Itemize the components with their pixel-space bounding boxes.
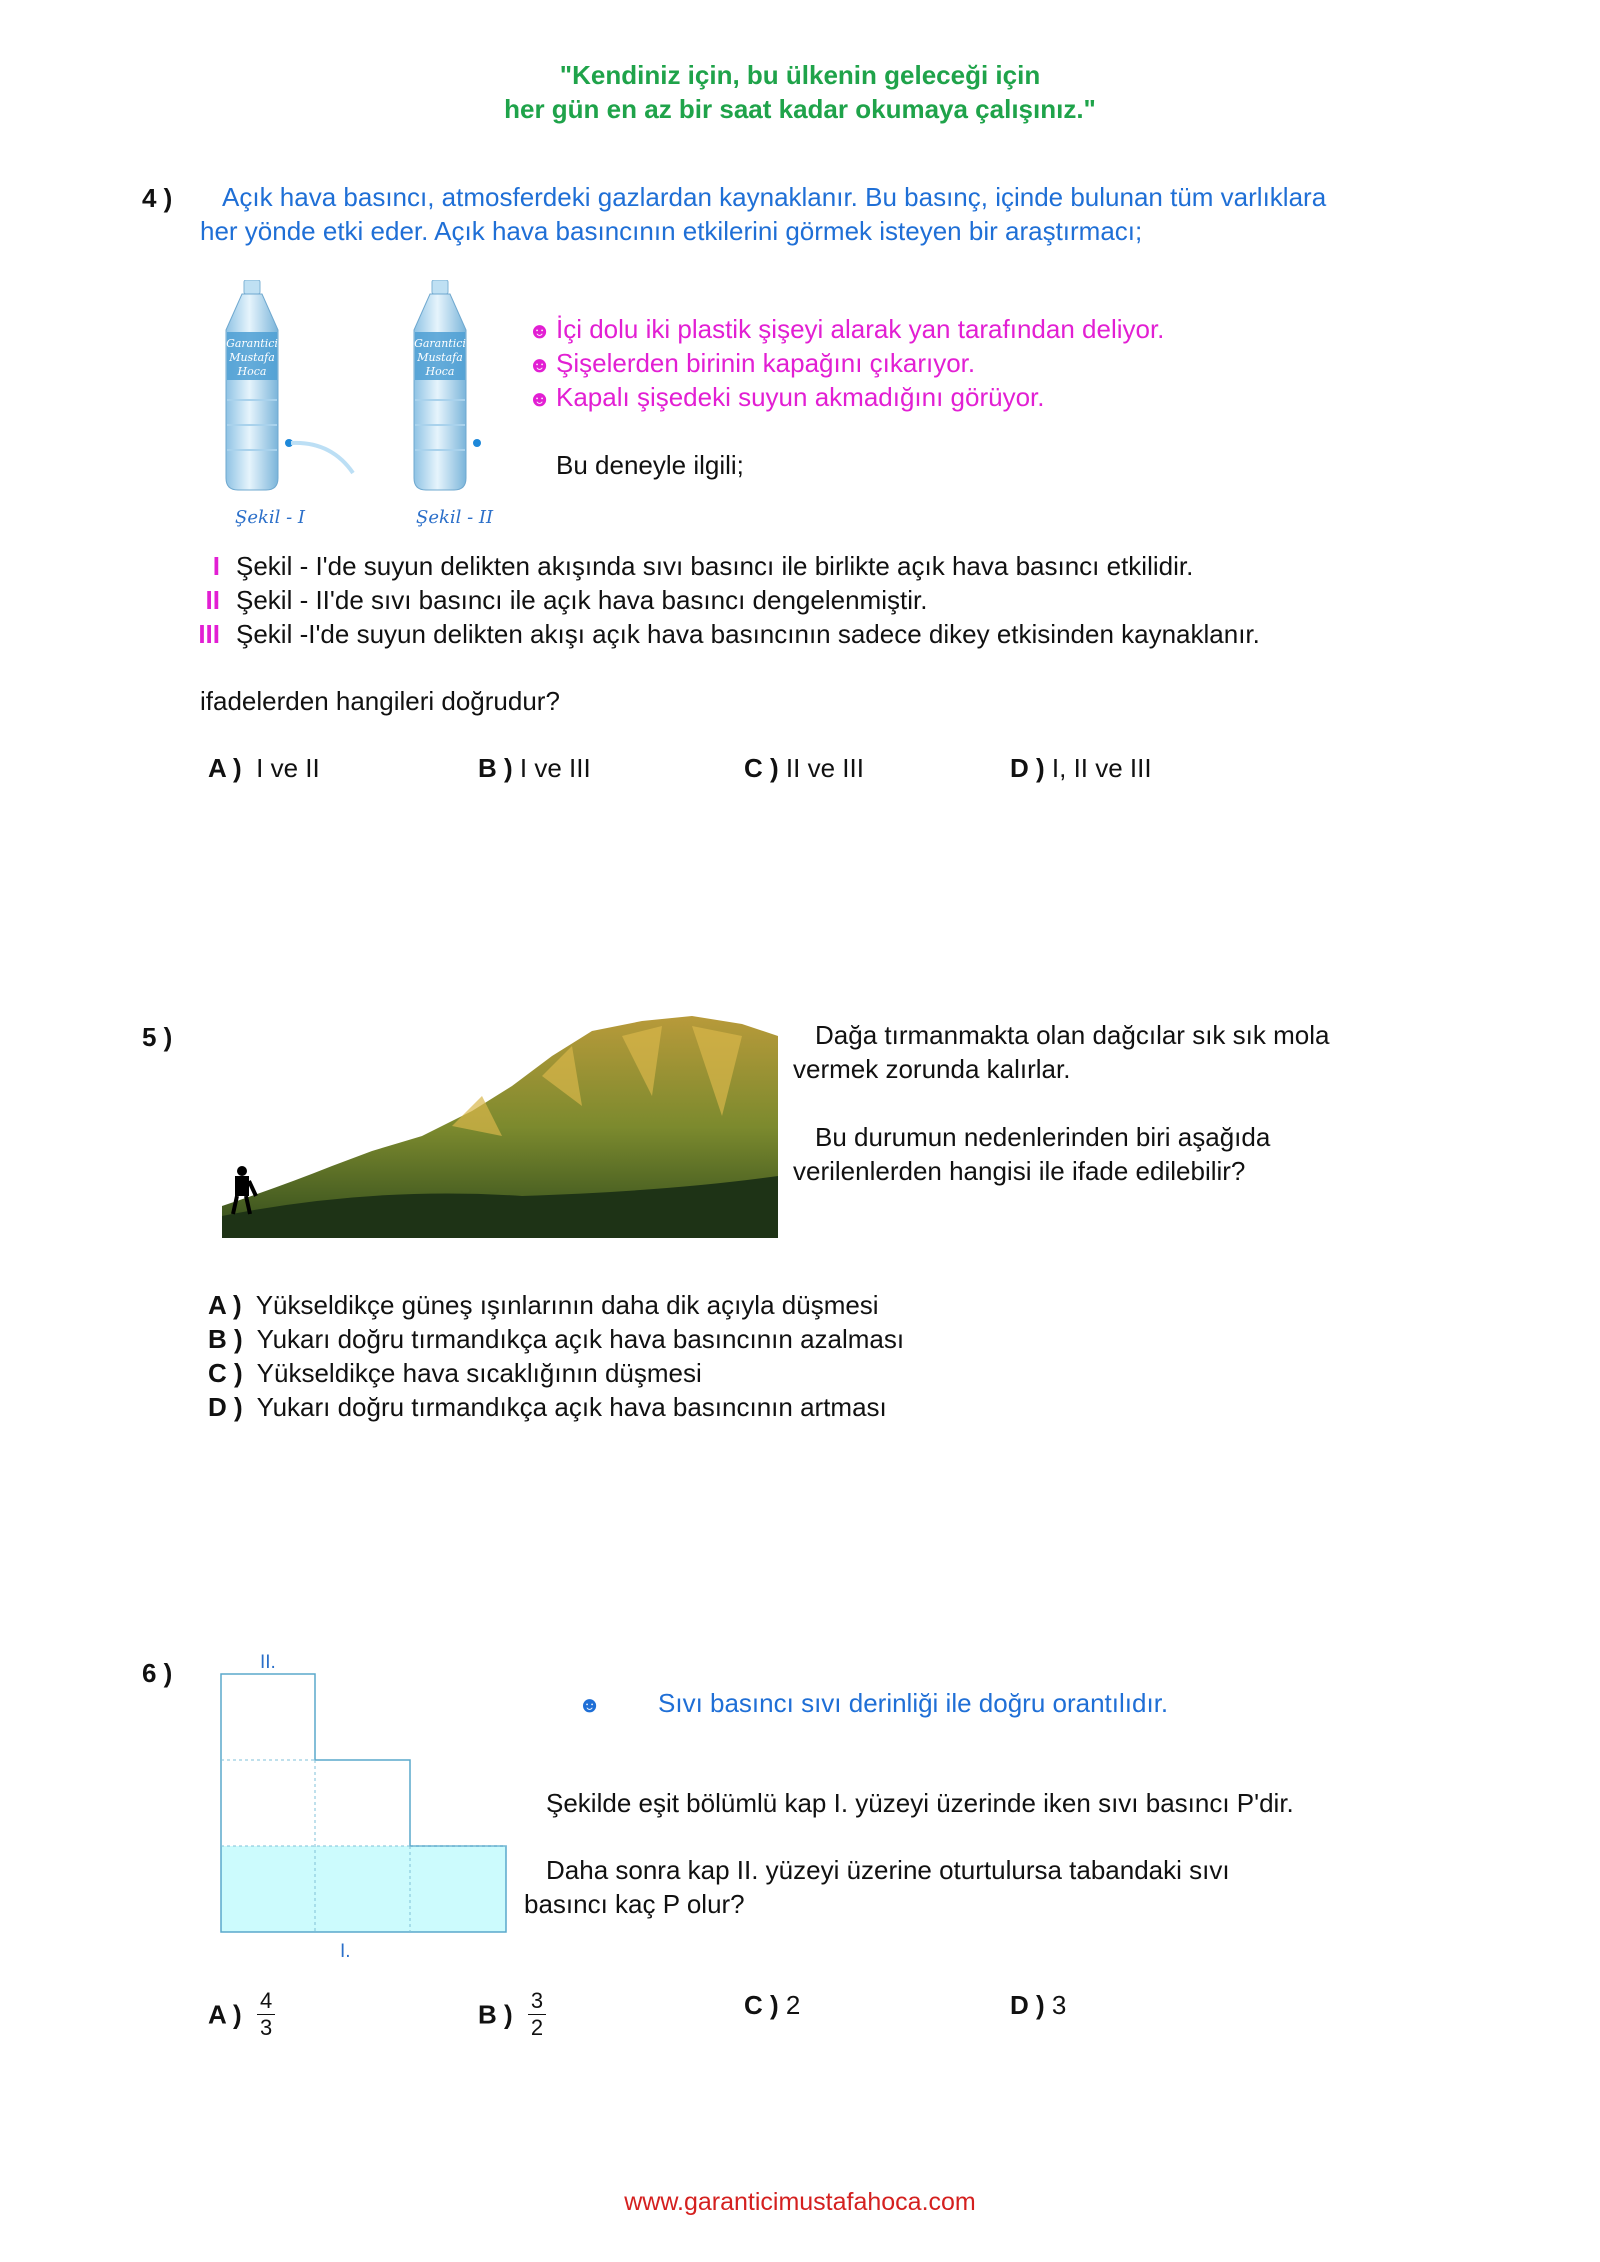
question-4-question: ifadelerden hangileri doğrudur? <box>200 686 560 716</box>
bottle-2-label-line-2: Mustafa <box>417 351 463 364</box>
q6-option-c[interactable]: C ) 2 <box>744 1990 801 2020</box>
q6-option-d[interactable]: D ) 3 <box>1010 1990 1067 2020</box>
question-4-lead: Bu deneyle ilgili; <box>556 450 744 480</box>
smiley-icon: ☻ <box>528 386 552 411</box>
q5-option-c[interactable]: C ) Yükseldikçe hava sıcaklığının düşmesi <box>208 1358 702 1388</box>
motto-line-1: "Kendiniz için, bu ülkenin geleceği için <box>559 60 1041 90</box>
q5-option-a[interactable]: A ) Yükseldikçe güneş ışınlarının daha dik açıyla düşmesi <box>208 1290 879 1320</box>
q6-paragraph-2-line-2: basıncı kaç P olur? <box>524 1889 745 1919</box>
container-diagram <box>210 1652 520 1962</box>
figure-caption-1: Şekil - I <box>235 507 306 528</box>
bottle-1 <box>226 280 353 490</box>
bottle-2 <box>414 280 481 490</box>
experiment-step-2: ☻ Şişelerden birinin kapağını çıkarıyor. <box>528 346 975 382</box>
q6-paragraph-2-line-1: Daha sonra kap II. yüzeyi üzerine oturtulursa tabandaki sıvı <box>546 1855 1230 1885</box>
q5-paragraph-1-line-1: Dağa tırmanmakta olan dağcılar sık sık mola <box>815 1020 1330 1050</box>
bottles-figure <box>215 280 495 505</box>
motto-line-2: her gün en az bir saat kadar okumaya çalışınız." <box>504 94 1096 124</box>
question-4-intro-line-2: her yönde etki eder. Açık hava basıncının etkilerini görmek isteyen bir araştırmacı; <box>200 216 1143 246</box>
statement-2-roman: II <box>205 585 220 615</box>
q6-paragraph-1: Şekilde eşit bölümlü kap I. yüzeyi üzerinde iken sıvı basıncı P'dir. <box>546 1788 1294 1818</box>
q5-option-b[interactable]: B ) Yukarı doğru tırmandıkça açık hava basıncının azalması <box>208 1324 905 1354</box>
q4-option-b[interactable]: B ) I ve III <box>478 753 591 783</box>
fraction-three-halves: $\frac{3}{2}$ <box>528 1988 546 2041</box>
footer-website[interactable]: www.garanticimustafahoca.com <box>624 2188 976 2216</box>
bottle-2-label-line-1: Garantici <box>414 337 466 350</box>
statement-1-roman: I <box>212 551 220 581</box>
q6-option-a[interactable]: A ) $\frac{4}{3}$ <box>208 1988 275 2041</box>
statement-3-text: Şekil -I'de suyun delikten akışı açık hava basıncının sadece dikey etkisinden kaynaklanır. <box>236 619 1260 649</box>
q5-paragraph-2-line-1: Bu durumun nedenlerinden biri aşağıda <box>815 1122 1271 1152</box>
experiment-step-1: ☻ İçi dolu iki plastik şişeyi alarak yan tarafından deliyor. <box>528 312 1164 348</box>
motto <box>0 58 1600 126</box>
bottle-2-label-line-3: Hoca <box>425 365 455 378</box>
bottle-1-label-line-3: Hoca <box>237 365 267 378</box>
q5-option-d[interactable]: D ) Yukarı doğru tırmandıkça açık hava basıncının artması <box>208 1392 887 1422</box>
question-5-number: 5 ) <box>142 1022 173 1052</box>
statement-1-text: Şekil - I'de suyun delikten akışında sıvı basıncı ile birlikte açık hava basıncı etkilidir. <box>236 551 1194 581</box>
bottle-1-label-line-2: Mustafa <box>229 351 275 364</box>
smiley-icon: ☻ <box>528 318 552 343</box>
statement-3 <box>180 617 1260 651</box>
bottle-1-label-line-1: Garantici <box>226 337 278 350</box>
smiley-icon: ☻ <box>528 352 552 377</box>
question-4-number: 4 ) <box>142 183 173 213</box>
surface-label-ii: II. <box>260 1652 276 1673</box>
question-6-number: 6 ) <box>142 1658 173 1688</box>
smiley-icon: ☻ <box>578 1692 602 1717</box>
experiment-step-3: ☻ Kapalı şişedeki suyun akmadığını görüyor. <box>528 380 1045 416</box>
q5-paragraph-2-line-2: verilenlerden hangisi ile ifade edilebilir? <box>793 1156 1246 1186</box>
q4-option-d[interactable]: D ) I, II ve III <box>1010 753 1152 783</box>
statement-1 <box>180 549 1193 583</box>
statement-2 <box>180 583 927 617</box>
fraction-four-thirds: $\frac{4}{3}$ <box>257 1988 275 2041</box>
surface-label-i: I. <box>340 1941 351 1962</box>
question-4-intro-line-1: Açık hava basıncı, atmosferdeki gazlardan kaynaklanır. Bu basınç, içinde bulunan tüm varlıklara <box>222 182 1327 212</box>
statement-2-text: Şekil - II'de sıvı basıncı ile açık hava basıncı dengelenmiştir. <box>236 585 928 615</box>
q6-fact: ☻ Sıvı basıncı sıvı derinliği ile doğru orantılıdır. <box>578 1686 1168 1722</box>
mountain-image <box>222 1016 778 1238</box>
q4-option-a[interactable]: A ) I ve II <box>208 753 320 783</box>
q6-option-b[interactable]: B ) $\frac{3}{2}$ <box>478 1988 546 2041</box>
figure-caption-2: Şekil - II <box>416 507 494 528</box>
q4-option-c[interactable]: C ) II ve III <box>744 753 864 783</box>
statement-3-roman: III <box>198 619 220 649</box>
q5-paragraph-1-line-2: vermek zorunda kalırlar. <box>793 1054 1071 1084</box>
